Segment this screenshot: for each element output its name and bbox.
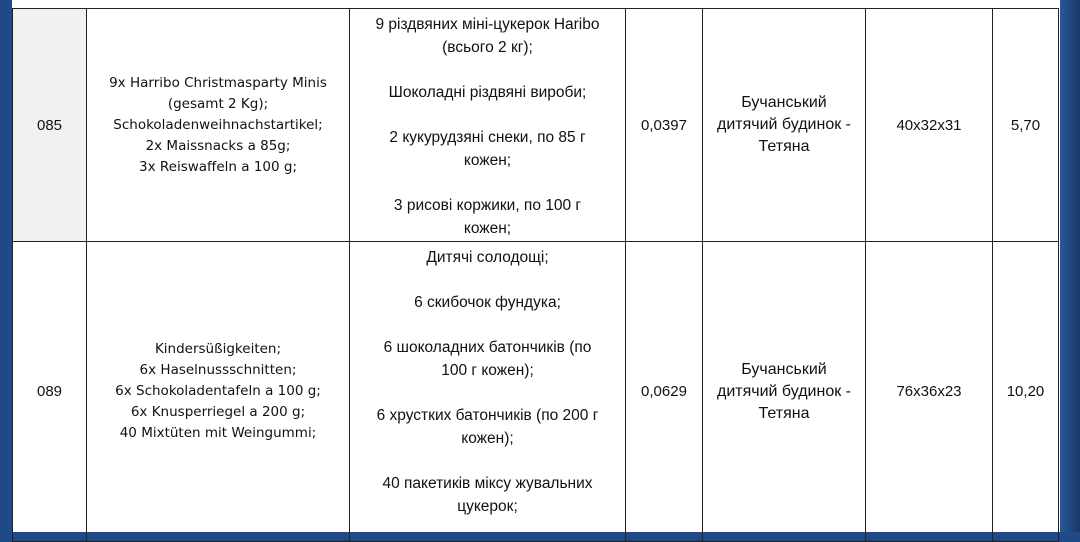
weight-cell	[626, 242, 703, 542]
price-cell	[993, 242, 1059, 542]
ukrainian-line: 3 рисові коржики, по 100 г	[393, 197, 582, 214]
recipient-cell	[703, 242, 866, 542]
ukrainian-line: Шоколадні різдвяні вироби;	[388, 84, 587, 101]
german-line: Kindersüßigkeiten;	[154, 341, 282, 357]
ukrainian-line: кожен;	[463, 152, 512, 169]
table-row	[13, 9, 1059, 242]
dimensions-value: 76x36x23	[896, 383, 962, 400]
table-row	[13, 242, 1059, 542]
ukrainian-line: 40 пакетиків міксу жувальних	[382, 475, 593, 492]
row-id-cell	[13, 9, 87, 242]
row-id: 085	[36, 116, 63, 134]
german-line: (gesamt 2 Kg);	[167, 95, 269, 112]
parcel-table	[12, 8, 1059, 542]
weight-value: 0,0397	[641, 116, 687, 134]
german-line: 40 Mixtüten mit Weingummi;	[119, 425, 317, 441]
ukrainian-line: 2 кукурудзяні снеки, по 85 г	[389, 129, 586, 146]
ukrainian-line: 6 шоколадних батончиків (по	[383, 339, 592, 356]
price-value: 5,70	[1010, 116, 1041, 134]
ukrainian-line: Дитячі солодощі;	[426, 249, 549, 266]
ukrainian-line: 6 хрустких батончиків (по 200 г	[376, 407, 599, 424]
german-line: Schokoladenweihnachstartikel;	[113, 116, 323, 133]
recipient-line: Бучанський	[741, 94, 827, 111]
dimensions-value: 40x32x31	[896, 116, 962, 134]
german-line: 6x Knusperriegel a 200 g;	[130, 404, 306, 420]
ukrainian-description-cell	[350, 9, 626, 242]
ukrainian-line: (всього 2 кг);	[442, 39, 533, 56]
ukrainian-description-cell	[350, 242, 626, 542]
price-value: 10,20	[1006, 383, 1045, 400]
dimensions-cell	[866, 242, 993, 542]
ukrainian-line: 100 г кожен);	[441, 362, 534, 379]
price-cell	[993, 9, 1059, 242]
document-page	[12, 0, 1060, 532]
ukrainian-line: 9 різдвяних міні-цукерок Haribo	[375, 16, 600, 33]
german-line: 6x Haselnussschnitten;	[139, 362, 297, 378]
german-description-cell	[87, 242, 350, 542]
ukrainian-line: кожен);	[461, 430, 514, 447]
german-line: 3x Reiswaffeln a 100 g;	[139, 158, 297, 175]
german-line: 9x Harribo Christmasparty Minis	[109, 74, 327, 91]
weight-value: 0,0629	[641, 383, 687, 400]
german-description-cell	[87, 9, 350, 242]
recipient-line: Тетяна	[758, 404, 810, 422]
row-id: 089	[36, 383, 63, 400]
recipient-line: дитячий будинок -	[717, 116, 851, 133]
recipient-cell	[703, 9, 866, 242]
ukrainian-line: цукерок;	[457, 498, 518, 515]
german-line: 2x Maissnacks a 85g;	[145, 137, 291, 154]
weight-cell	[626, 9, 703, 242]
dimensions-cell	[866, 9, 993, 242]
recipient-line: дитячий будинок -	[717, 382, 851, 400]
recipient-line: Тетяна	[758, 138, 810, 155]
recipient-line: Бучанський	[741, 360, 827, 378]
german-line: 6x Schokoladentafeln a 100 g;	[115, 383, 321, 399]
row-id-cell	[13, 242, 87, 542]
ukrainian-line: 6 скибочок фундука;	[414, 294, 561, 311]
window-edge	[1060, 0, 1080, 532]
ukrainian-line: кожен;	[463, 220, 512, 237]
